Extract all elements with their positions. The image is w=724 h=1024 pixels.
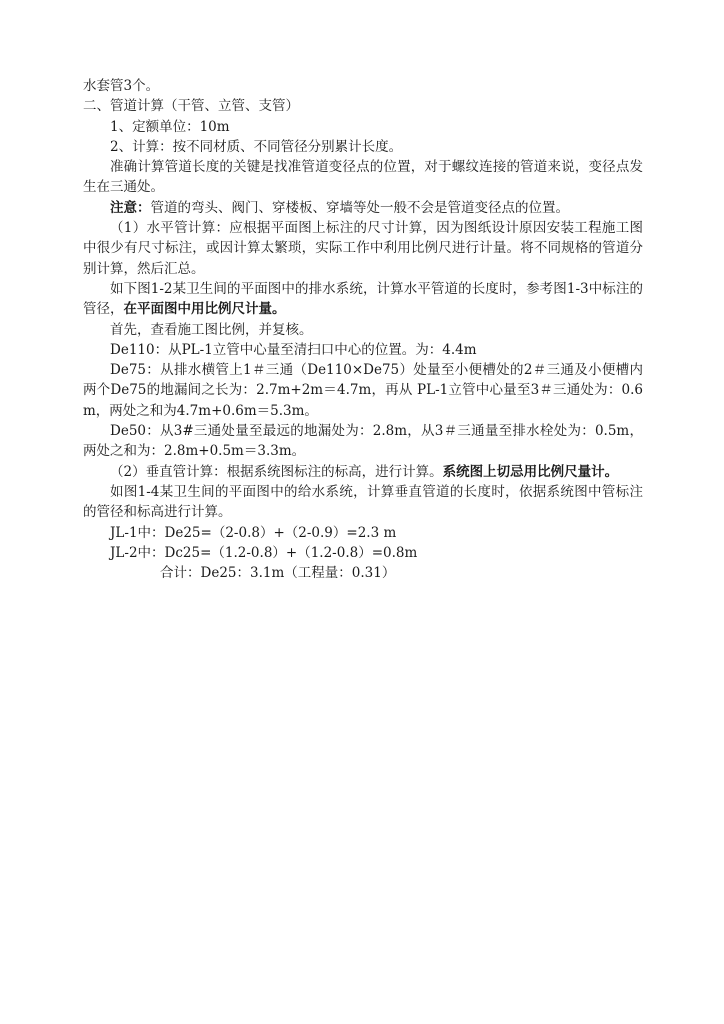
paragraph-key-point: 准确计算管道长度的关键是找准管道变径点的位置，对于螺纹连接的管道来说，变径点发生在三通处。 — [83, 159, 643, 196]
paragraph-figure-1-2 — [83, 279, 643, 320]
paragraph-vertical-pipe — [83, 462, 643, 482]
vertical-pipe-text: （2）垂直管计算：根据系统图标注的标高，进行计算。 — [110, 463, 443, 480]
paragraph-horizontal-pipe: （1）水平管计算：应根据平面图上标注的尺寸计算，因为图纸设计原因安装工程施工图中很少有尺寸标注，或因计算太繁琐，实际工作中利用比例尺进行计量。将不同规格的管道分别计算，然后汇总。 — [83, 220, 643, 277]
paragraph-check-scale: 首先，查看施工图比例，并复核。 — [110, 321, 313, 338]
calc-total: 合计：De25：3.1m（工程量：0.31） — [160, 565, 396, 582]
paragraph-de75: De75：从排水横管上1＃三通（De110×De75）处量至小便槽处的2＃三通及小便槽内两个De75的地漏间之长为：2.7m+2m＝4.7m，再从 PL-1立管中心量至3＃三通处为：0.6m，两处之和为4.7m+0.6m＝5.3m。 — [83, 362, 643, 419]
line-water-sleeve: 水套管3个。 — [83, 78, 160, 94]
paragraph-de50: De50：从3#三通处量至最远的地漏处为：2.8m，从3＃三通量至排水栓处为：0.5m，两处之和为：2.8m+0.5m＝3.3m。 — [83, 423, 643, 460]
paragraph-note — [83, 198, 643, 218]
paragraph-de110: De110：从PL-1立管中心量至清扫口中心的位置。为：4.4m — [110, 341, 477, 358]
figure-1-2-bold: 在平面图中用比例尺计量。 — [123, 301, 286, 318]
calc-jl-2: JL-2中：Dc25=（1.2-0.8）+（1.2-0.8）=0.8m — [110, 544, 418, 561]
document-body — [83, 76, 643, 583]
paragraph-figure-1-4: 如图1-4某卫生间的平面图中的给水系统，计算垂直管道的长度时，依据系统图中管标注的管径和标高进行计算。 — [83, 483, 643, 521]
item-calculation: 2、计算：按不同材质、不同管径分别累计长度。 — [110, 138, 403, 155]
section-heading-pipe-calc: 二、管道计算（干管、立管、支管） — [83, 98, 299, 115]
note-text: 管道的弯头、阀门、穿楼板、穿墙等处一般不会是管道变径点的位置。 — [150, 199, 569, 216]
vertical-pipe-bold: 系统图上切忌用比例尺量计。 — [442, 463, 619, 480]
calc-jl-1: JL-1中：De25=（2-0.8）+（2-0.9）=2.3 m — [110, 524, 397, 541]
figure-1-2-text: 如下图1-2某卫生间的平面图中的排水系统，计算水平管道的长度时，参考图1-3中标注的管径， — [83, 280, 643, 318]
note-label: 注意： — [110, 199, 151, 216]
item-quota-unit: 1、定额单位：10m — [110, 118, 230, 135]
